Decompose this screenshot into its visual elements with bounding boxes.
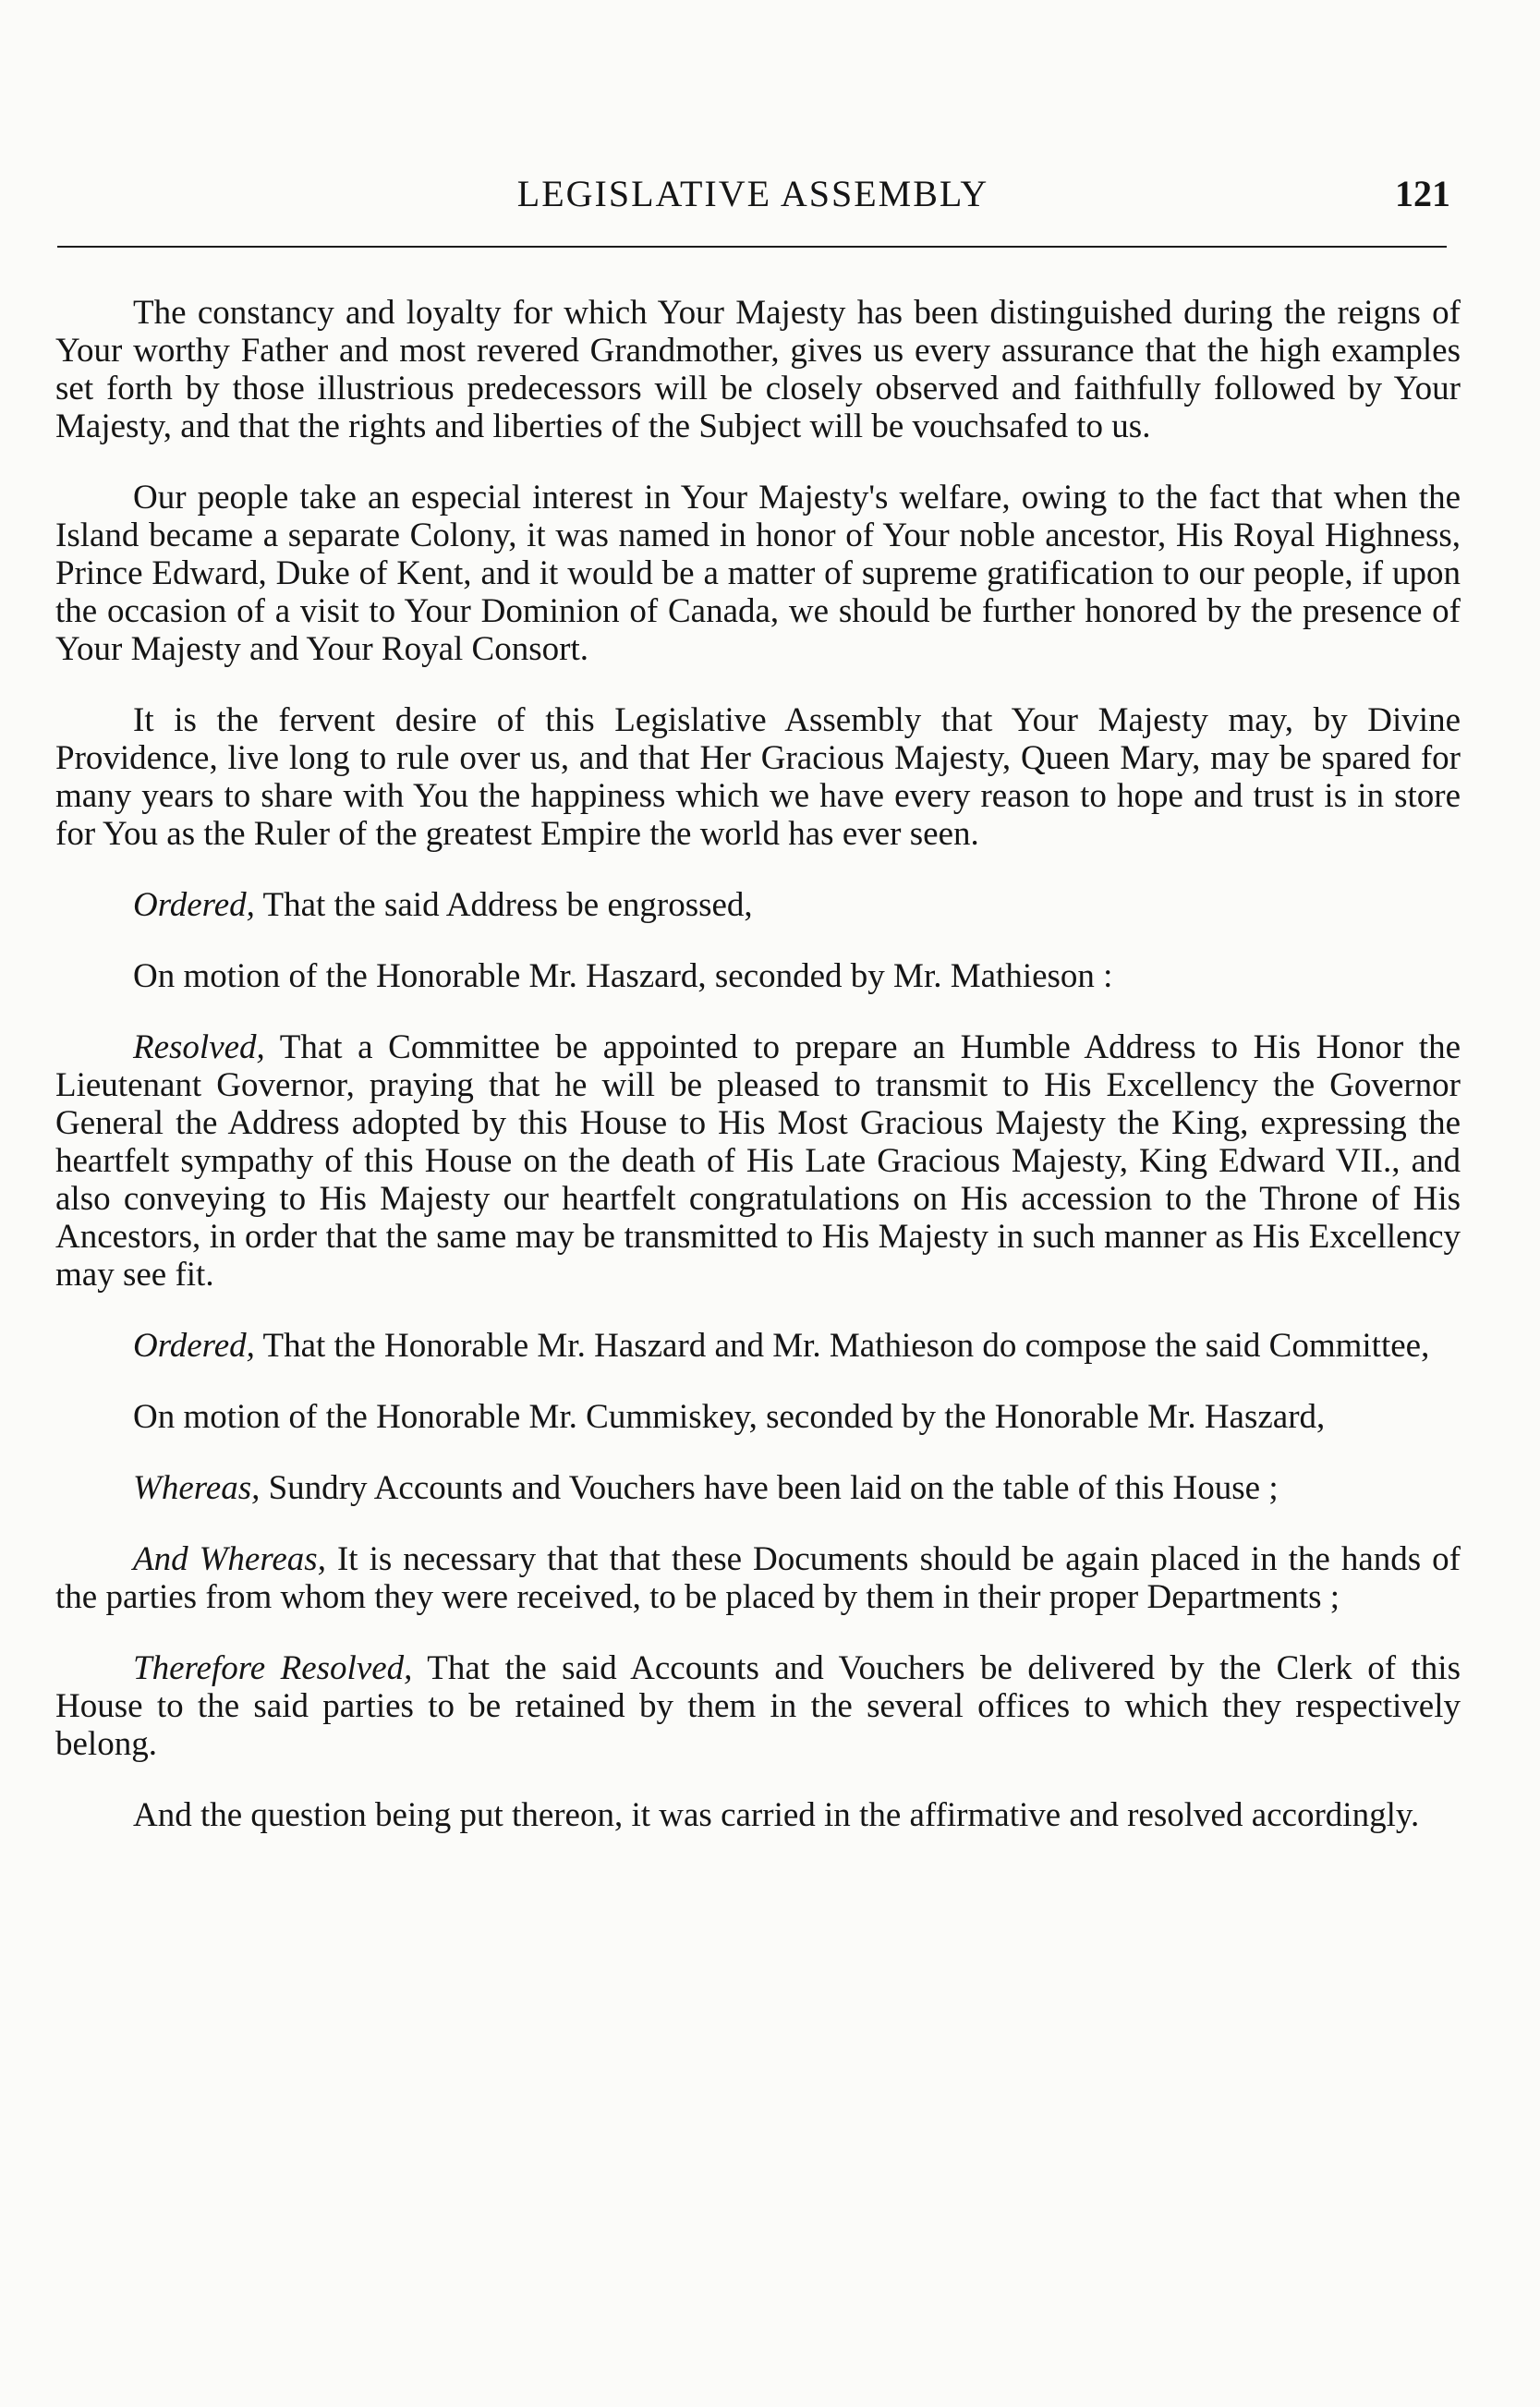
paragraph-lead: Therefore Resolved,	[133, 1649, 413, 1687]
paragraph	[55, 1469, 1461, 1507]
paragraph-text: It is necessary that that these Documents should be again placed in the hands of the parties from whom they were received, to be placed by them in their proper Departments ;	[55, 1540, 1461, 1616]
paragraph-text: On motion of the Honorable Mr. Haszard, seconded by Mr. Mathieson :	[133, 957, 1113, 995]
paragraph-lead: Resolved,	[133, 1028, 265, 1066]
paragraph-text: The constancy and loyalty for which Your Majesty has been distinguished during the reigns of Your worthy Father and most revered Grandmother, gives us every assurance that the high examples set forth by those illustrious predecessors will be closely observed and faithfully followed by Your Majesty, and that the rights and liberties of the Subject will be vouchsafed to us.	[55, 294, 1461, 445]
paragraph-lead: Ordered,	[133, 1327, 255, 1365]
paragraph	[55, 1649, 1461, 1763]
paragraph	[55, 294, 1461, 445]
paragraph	[55, 1796, 1461, 1834]
paragraph	[55, 479, 1461, 668]
paragraph-lead: And Whereas,	[133, 1540, 326, 1578]
paragraph-text: That the said Accounts and Vouchers be delivered by the Clerk of this House to the said parties to be retained by them in the several offices to which they respectively belong.	[55, 1649, 1461, 1763]
paragraph	[55, 957, 1461, 995]
paragraph	[55, 1398, 1461, 1436]
paragraph	[55, 886, 1461, 924]
paragraph-text: It is the fervent desire of this Legislative Assembly that Your Majesty may, by Divine Providence, live long to rule over us, and that Her Gracious Majesty, Queen Mary, may be spared for many years to share with You the happiness which we have every reason to hope and trust is in store for You as the Ruler of the greatest Empire the world has ever seen.	[55, 701, 1461, 853]
paragraph-text: That the said Address be engrossed,	[262, 886, 753, 924]
paragraph-text: Our people take an especial interest in Your Majesty's welfare, owing to the fact that when the Island became a separate Colony, it was named in honor of Your noble ancestor, His Royal Highness, Prince Edward, Duke of Kent, and it would be a matter of supreme gratification to our people, if upon the occasion of a visit to Your Dominion of Canada, we should be further honored by the presence of Your Majesty and Your Royal Consort.	[55, 479, 1461, 668]
paragraph-lead: Ordered,	[133, 886, 255, 924]
paragraph-text: And the question being put thereon, it was carried in the affirmative and resolved accordingly.	[133, 1796, 1420, 1834]
document-body	[55, 294, 1461, 1867]
page-number: 121	[1395, 173, 1450, 214]
paragraph	[55, 1327, 1461, 1365]
paragraph-text: On motion of the Honorable Mr. Cummiskey, seconded by the Honorable Mr. Haszard,	[133, 1398, 1326, 1436]
paragraph	[55, 1540, 1461, 1616]
paragraph	[55, 701, 1461, 853]
paragraph-text: Sundry Accounts and Vouchers have been laid on the table of this House ;	[268, 1469, 1279, 1507]
header-rule	[57, 246, 1447, 248]
page-header	[55, 171, 1450, 226]
paragraph-text: That a Committee be appointed to prepare an Humble Address to His Honor the Lieutenant Governor, praying that he will be pleased to transmit to His Excellency the Governor General the Address adopted by this House to His Most Gracious Majesty the King, expressing the heartfelt sympathy of this House on the death of His Late Gracious Majesty, King Edward VII., and also conveying to His Majesty our heartfelt congratulations on His accession to the Throne of His Ancestors, in order that the same may be transmitted to His Majesty in such manner as His Excellency may see fit.	[55, 1028, 1461, 1294]
page-title: LEGISLATIVE ASSEMBLY	[516, 173, 989, 214]
paragraph-lead: Whereas,	[133, 1469, 261, 1507]
paragraph	[55, 1028, 1461, 1294]
paragraph-text: That the Honorable Mr. Haszard and Mr. Mathieson do compose the said Committee,	[262, 1327, 1430, 1365]
